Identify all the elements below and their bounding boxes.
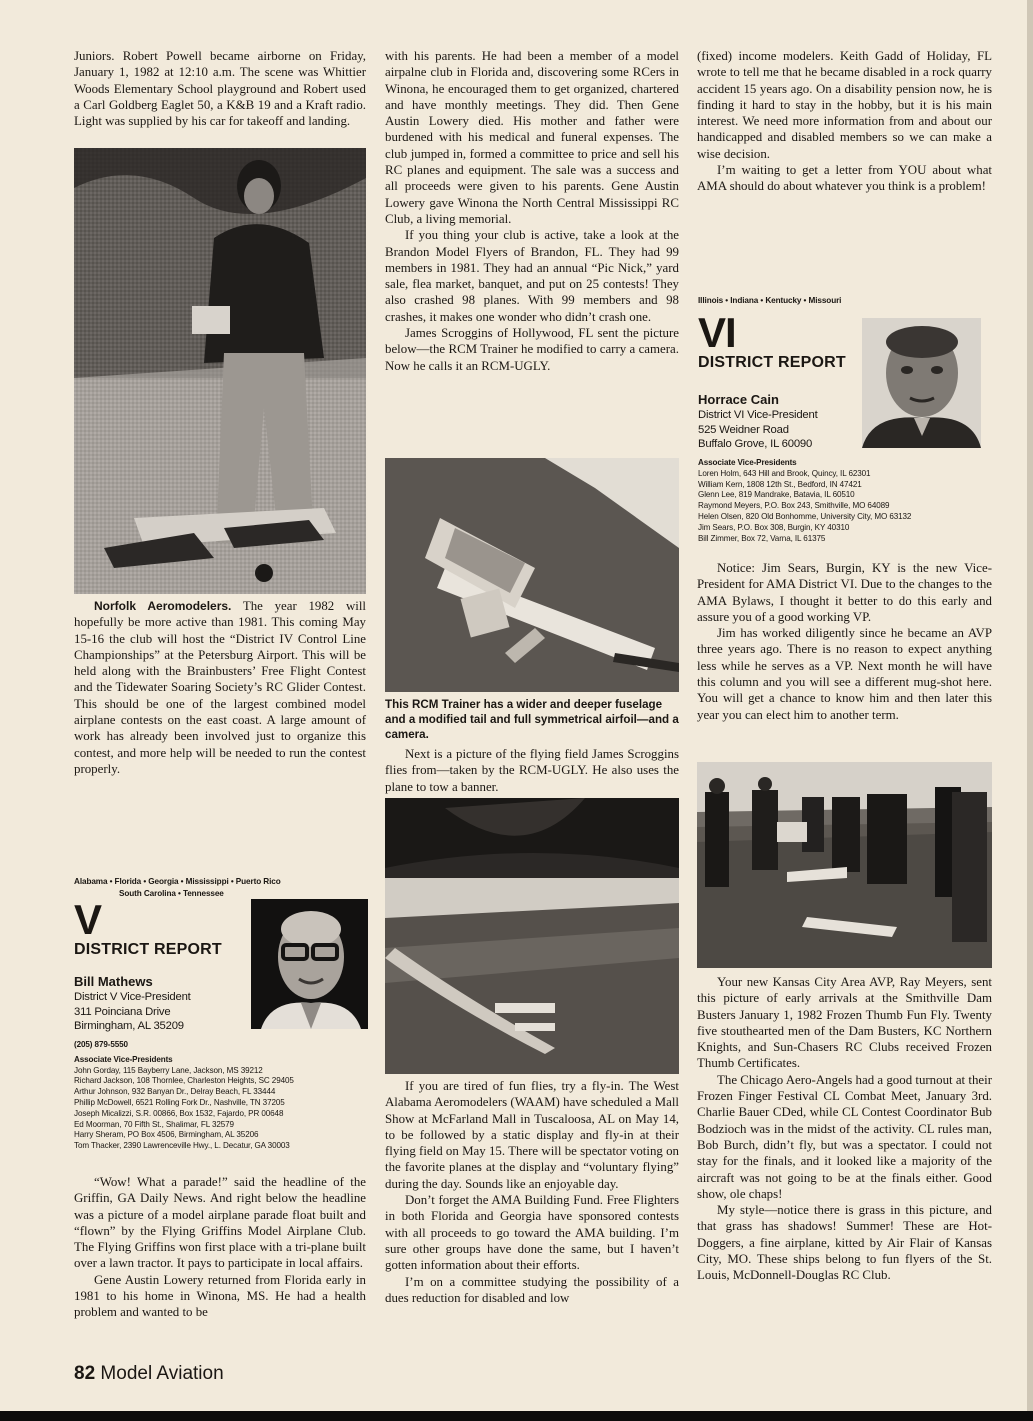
- photo-flying-field-aerial-image: [385, 798, 679, 1074]
- district-5-header: [74, 876, 369, 900]
- page-footer: [74, 1363, 224, 1385]
- district-6-vp-name: Horrace Cain: [698, 392, 779, 407]
- district-6-contacts: [698, 458, 998, 544]
- district-5-associate: Ed Moorman, 70 Fifth St., Shalimar, FL 32579: [74, 1119, 234, 1129]
- district-5-title-block: [74, 896, 222, 960]
- district-5-vp: [74, 974, 191, 1034]
- photo-rcm-trainer-image: [385, 458, 679, 692]
- district-6-vp-city: Buffalo Grove, IL 60090: [698, 438, 813, 450]
- photo-robert-powell: [74, 148, 366, 594]
- flying-field-block: [385, 746, 679, 795]
- district-5-numeral: V: [74, 896, 102, 943]
- district-6-associate: Jim Sears, P.O. Box 308, Burgin, KY 40310: [698, 522, 850, 532]
- column-1: [74, 48, 366, 129]
- magazine-name: Model Aviation: [100, 1363, 224, 1384]
- district-5-states-line-2: South Carolina • Tennessee: [119, 889, 224, 898]
- kansas-city-paragraph: Your new Kansas City Area AVP, Ray Meyers, sent this picture of early arrivals at the Smithville Dam Busters January 1, 1982 Frozen Thumb Fun Fly. Twenty five stouthearted men of the Dam Busters, KC Northern Knights, and Sun-Chasers RC Clubs received Frozen Thumb Certificates.: [697, 975, 992, 1071]
- district-6-numeral: VI: [698, 309, 736, 356]
- norfolk-text: The year 1982 will hopefully be more active than 1981. This coming May 15-16 the club will host the “District IV Control Line Championships” at the Petersburg Airport. This will be held along with the Brainbusters’ Free Flight Contest and the Tidewater Soaring Society’s RC Glider Contest. This should be one of the largest combined model airplane contests on the east coast. A large amount of work has already been involved just to organize this contest, and more help will be needed to run the contest properly.: [74, 599, 366, 776]
- district-5-states-line-1: Alabama • Florida • Georgia • Mississippi • Puerto Rico: [74, 877, 281, 886]
- photo-frozen-thumb-fun-fly: [697, 762, 992, 968]
- district-5-vp-street: 311 Poinciana Drive: [74, 1005, 171, 1018]
- photo-robert-powell-image: [74, 148, 366, 594]
- notice-paragraph: Notice: Jim Sears, Burgin, KY is the new Vice-President for AMA District VI. Due to the changes to the AMA Bylaws, I thought it better to do this early and assure you of a good working VP.: [697, 561, 992, 624]
- district-5-title: DISTRICT REPORT: [74, 941, 222, 958]
- dues-paragraph: I’m on a committee studying the possibility of a dues reduction for disabled and low: [385, 1274, 679, 1305]
- district-6-associate: Raymond Meyers, P.O. Box 243, Smithville, MO 64089: [698, 501, 890, 511]
- waiting-paragraph: I’m waiting to get a letter from YOU about what AMA should do about whatever you think is a problem!: [697, 163, 992, 194]
- district-5-associate: Phillip McDowell, 6521 Rolling Fork Dr., Nashville, TN 37205: [74, 1097, 285, 1107]
- district-6-title-block: [698, 309, 846, 373]
- district-5-associate: Joseph Micalizzi, S.R. 00866, Box 1532, Fajardo, PR 00648: [74, 1108, 284, 1118]
- district-6-associate: Glenn Lee, 819 Mandrake, Batavia, IL 60510: [698, 490, 855, 500]
- photo-flying-field-aerial: [385, 798, 679, 1074]
- district-6-vp-street: 525 Weidner Road: [698, 423, 789, 436]
- column-2-top: [385, 48, 679, 374]
- chicago-paragraph: The Chicago Aero-Angels had a good turnout at their Frozen Finger Festival CL Combat Meet, January 3rd. Charlie Bauer CDed, while CL Contest Coordinator Bub Bodzioch was in the midst of the activity. CL rules man, Bob Burch, didn’t fly, but was a spectator. I could not stay for the finals, and it looked like a majority of the aircraft was not going to be at the finals either. Good show, ole chaps!: [697, 1072, 992, 1201]
- lowery-paragraph: Gene Austin Lowery returned from Florida early in 1981 to his home in Winona, MS. He had a health problem and wanted to be: [74, 1272, 366, 1320]
- district-6-associate: Bill Zimmer, Box 72, Varna, IL 61375: [698, 533, 826, 543]
- flying-field-paragraph: Next is a picture of the flying field James Scroggins flies from—taken by the RCM-UGLY. He also uses the plane to tow a banner.: [385, 747, 679, 794]
- juniors-paragraph: Juniors. Robert Powell became airborne on Friday, January 1, 1982 at 12:10 a.m. The scene was Whittier Woods Elementary School playground and Robert used a Carl Goldberg Eaglet 50, a K&B 19 and a Kraft radio. Light was supplied by his car for takeoff and landing.: [74, 49, 366, 129]
- district-6-header: [698, 295, 993, 307]
- district-6-associate: William Kern, 1808 12th St., Bedford, IN 47421: [698, 479, 862, 489]
- district-5-phone: (205) 879-5550: [74, 1040, 128, 1049]
- page-edge: [1027, 0, 1033, 1421]
- district-6-title: DISTRICT REPORT: [698, 354, 846, 371]
- gadd-paragraph: (fixed) income modelers. Keith Gadd of Holiday, FL wrote to tell me that he became disabled in a rock quarry accident 15 years ago. On a disability pension now, he is finding it hard to stay in the hobby, but it is his main interest. We need more information from and about our handicapped and disabled members so we can make a wise decision.: [697, 49, 992, 161]
- district-5-vp-name: Bill Mathews: [74, 974, 153, 989]
- district-6-associate: Helen Olsen, 820 Old Bonhomme, University City, MO 63132: [698, 511, 912, 521]
- district-5-associates-title: Associate Vice-Presidents: [74, 1054, 173, 1064]
- district-5-associate: Harry Sheram, PO Box 4506, Birmingham, AL 35206: [74, 1130, 259, 1140]
- portrait-horrace-cain-image: [862, 318, 981, 448]
- norfolk-lead: Norfolk Aeromodelers.: [94, 599, 232, 613]
- district-6-associates-title: Associate Vice-Presidents: [698, 458, 797, 467]
- district-5-associate: Arthur Johnson, 932 Banyan Dr., Delray Beach, FL 33444: [74, 1087, 276, 1097]
- portrait-bill-mathews: [251, 899, 368, 1029]
- district-6-associate: Loren Holm, 643 Hill and Brook, Quincy, IL 62301: [698, 468, 871, 478]
- district-5-vp-role: District V Vice-President: [74, 991, 191, 1003]
- griffin-paragraph: “Wow! What a parade!” said the headline of the Griffin, GA Daily News. And right below the headline was a picture of a model airplane parade float built and “flown” by the Flying Griffins Model Airplane Club. The Flying Griffins won first place with a tri-plane built over a lawn tractor. It pays to participate in local affairs.: [74, 1175, 366, 1271]
- trainer-caption-block: [385, 697, 679, 742]
- griffin-block: [74, 1174, 366, 1321]
- district-6-vp-role: District VI Vice-President: [698, 409, 818, 421]
- district-5-associate: Tom Thacker, 2390 Lawrenceville Hwy., L. Decatur, GA 30003: [74, 1141, 290, 1151]
- waam-paragraph: If you are tired of fun flies, try a fly-in. The West Alabama Aeromodelers (WAAM) have scheduled a Mall Show at McFarland Mall in Tuscaloosa, AL on May 14, to be followed by a static display and fly-in at their flying field on May 15. There will be spectator voting on the favorite planes at the display and “voluntary flying” during the day. Sounds like an enjoyable day.: [385, 1079, 679, 1191]
- page-bottom-edge: [0, 1411, 1033, 1421]
- district-5-associate: John Gorday, 115 Bayberry Lane, Jackson, MS 39212: [74, 1065, 263, 1075]
- photo-frozen-thumb-image: [697, 762, 992, 968]
- building-fund-paragraph: Don’t forget the AMA Building Fund. Free Flighters in both Florida and Georgia have sponsored contests with all proceeds to go toward the AMA building. I’m sure other groups have done the same, but I haven’t gotten information about their efforts.: [385, 1193, 679, 1273]
- column-2-bottom: [385, 1078, 679, 1306]
- portrait-bill-mathews-image: [251, 899, 368, 1029]
- district-5-associate: Richard Jackson, 108 Thornlee, Charleston Heights, SC 29405: [74, 1076, 294, 1086]
- jim-sears-paragraph: Jim has worked diligently since he became an AVP three years ago. There is no reason to expect anything less while he serves as a VP. Next month he will have this column and you will see a different mug-shot here. You will get a chance to know him and then later this year you can elect him to another term.: [697, 626, 992, 722]
- notice-block: [697, 560, 992, 723]
- district-5-contacts: [74, 1040, 374, 1152]
- column-3-bottom: [697, 974, 992, 1284]
- winona-paragraph: with his parents. He had been a member of a model airpalne club in Florida and, discovering some RCers in Winona, he encouraged them to get organized, chartered and have monthly meetings. They did. Then Gene Austin Lowery died. His mother and father were burdened with his medical and funeral expenses. The club jumped in, formed a committee to price and sell his RC planes and equipment. The sale was a success and all proceeds were given to his parents. Gene Austin Lowery gave Winona the North Central Mississippi RC Club, a living memorial.: [385, 49, 679, 226]
- district-5-vp-city: Birmingham, AL 35209: [74, 1020, 184, 1032]
- norfolk-paragraph: [74, 598, 366, 777]
- district-6-vp: [698, 392, 818, 452]
- photo-rcm-trainer: [385, 458, 679, 692]
- brandon-paragraph: If you thing your club is active, take a look at the Brandon Model Flyers of Brandon, FL. They had 99 members in 1981. They had an annual “Pic Nick,” yard sale, flea market, banquet, and put on 25 contests! They also crashed 98 planes. With 99 members and 98 crashes, it makes one wonder who didn’t crash one.: [385, 228, 679, 324]
- scroggins-paragraph: James Scroggins of Hollywood, FL sent the picture below—the RCM Trainer he modified to carry a camera. Now he calls it an RCM-UGLY.: [385, 326, 679, 373]
- style-paragraph: My style—notice there is grass in this picture, and that grass has shadows! Summer! These are Hot-Doggers, a fine airplane, kitted by Air Flair of Kansas City, MO. These ships belong to fun flyers of the St. Louis, McDonnell-Douglas RC Club.: [697, 1203, 992, 1283]
- column-3-top: [697, 48, 992, 195]
- portrait-horrace-cain: [862, 318, 981, 448]
- page-number: 82: [74, 1363, 96, 1384]
- norfolk-block: [74, 598, 366, 777]
- trainer-caption: This RCM Trainer has a wider and deeper fuselage and a modified tail and full symmetrical airfoil—and a camera.: [385, 698, 679, 741]
- district-6-states: Illinois • Indiana • Kentucky • Missouri: [698, 296, 842, 305]
